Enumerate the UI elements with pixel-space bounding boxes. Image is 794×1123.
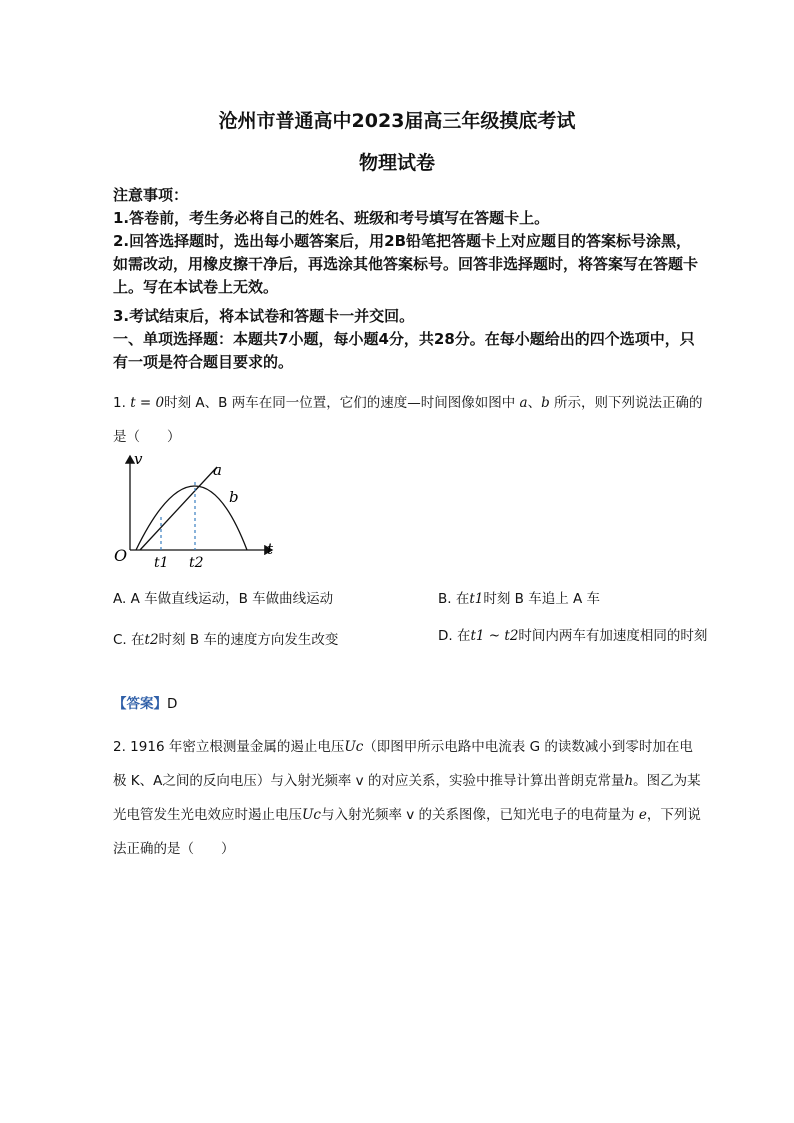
- q2-text-5: ，下列说法正确的是（ ）: [113, 807, 701, 857]
- exam-title: 沧州市普通高中2023届高三年级摸底考试: [218, 110, 576, 132]
- stem-text: 时刻 A、B 两车在同一位置，它们的速度—时间图像如图中: [164, 395, 516, 411]
- note-3: 3.考试结束后，将本试卷和答题卡一并交回。: [113, 307, 415, 325]
- q2-uc-2: Uc: [302, 807, 321, 823]
- question-2-stem: [113, 730, 703, 866]
- option-c-var: t2: [144, 632, 159, 648]
- option-c-post: 时刻 B 车的速度方向发生改变: [158, 632, 339, 648]
- option-a: A. A 车做直线运动，B 车做曲线运动: [113, 591, 334, 607]
- label-t: t: [267, 540, 274, 558]
- q2-e: e: [638, 807, 647, 823]
- option-b: [438, 587, 600, 607]
- option-d-var: t1 ~ t2: [470, 628, 519, 644]
- notes-heading: 注意事项：: [113, 186, 189, 204]
- var-b: b: [541, 395, 550, 411]
- section-heading: 一、单项选择题：本题共7小题，每小题4分，共28分。在每小题给出的四个选项中，只有一项是符合题目要求的。: [113, 330, 695, 371]
- q2-uc: Uc: [344, 739, 364, 755]
- option-d-post: 时间内两车有加速度相同的时刻: [518, 628, 708, 644]
- option-b-pre: B. 在: [438, 591, 470, 607]
- option-d-pre: D. 在: [438, 628, 471, 644]
- q2-text-2: （即图甲所示电路中电流表 G 的读数减小到零时加在电极 K、A之间的反向电压）与入射光频率 v 的对应关系，实验中推导计算出普朗克常量: [113, 739, 693, 789]
- option-b-post: 时刻 B 车追上 A 车: [483, 591, 601, 607]
- label-b: b: [229, 488, 239, 506]
- option-b-var: t1: [469, 591, 484, 607]
- label-a: a: [213, 461, 222, 479]
- answer-tag: 【答案】: [113, 696, 167, 712]
- label-origin: O: [114, 546, 128, 565]
- label-t2: t2: [189, 555, 204, 571]
- var-a: a: [519, 395, 528, 411]
- label-t1: t1: [154, 555, 169, 571]
- exam-subtitle: 物理试卷: [358, 152, 435, 174]
- q2-h: h: [624, 773, 634, 789]
- time-condition: t = 0: [130, 395, 165, 411]
- separator: 、: [527, 395, 542, 411]
- option-c-pre: C. 在: [113, 632, 145, 648]
- q2-text-1: 2. 1916 年密立根测量金属的遏止电压: [113, 739, 345, 755]
- q2-text-4: 与入射光频率 v 的关系图像，已知光电子的电荷量为: [320, 807, 635, 823]
- note-2: 2.回答选择题时，选出每小题答案后，用2B铅笔把答题卡上对应题目的答案标号涂黑，如需改动，用橡皮擦干净后，再选涂其他答案标号。回答非选择题时，将答案写在答题卡上。写在本试卷上无效。: [113, 232, 699, 296]
- stem-text-2: 所示，则下列说法正确的是（ ）: [113, 395, 703, 445]
- option-c: [113, 628, 338, 648]
- line-a: [140, 467, 217, 550]
- vt-graph: [110, 450, 285, 575]
- answer-1: [113, 692, 177, 712]
- answer-value: D: [167, 696, 178, 712]
- option-d: [438, 618, 708, 655]
- q2-text-3: 。图乙为某光电管发生光电效应时遏止电压: [113, 773, 701, 823]
- question-number: 1.: [113, 395, 126, 411]
- question-1-stem: [113, 386, 703, 454]
- note-1: 1.答卷前，考生务必将自己的姓名、班级和考号填写在答题卡上。: [113, 209, 550, 227]
- label-v: v: [134, 450, 143, 468]
